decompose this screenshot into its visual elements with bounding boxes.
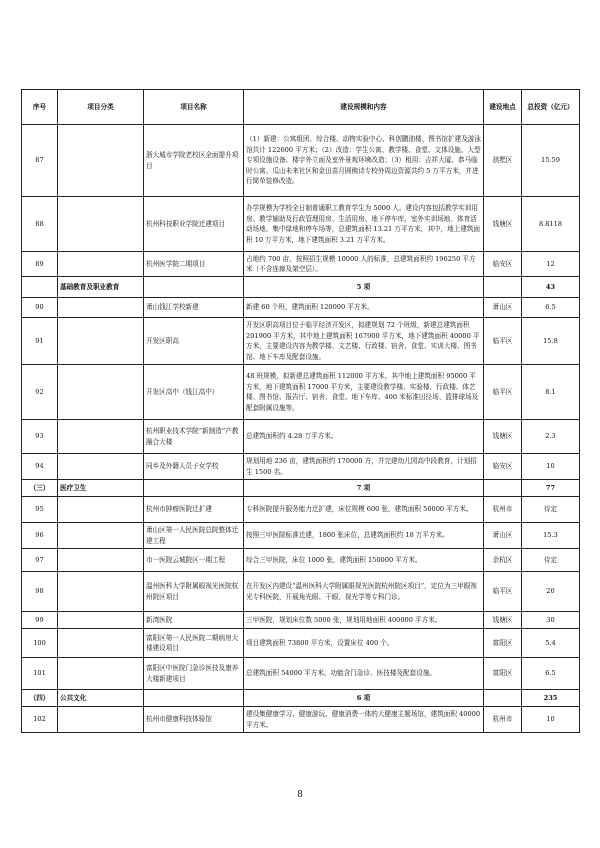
cell-investment: 235 — [522, 690, 580, 707]
cell-location — [484, 277, 522, 298]
header-investment: 总投资（亿元） — [522, 90, 580, 125]
cell-name — [144, 480, 244, 497]
cell-scale: （1）新建：公寓组团、综合楼、动物实验中心、科创鹏油楼、图书馆扩建及游泳馆共计 122600 平方米；（2）改造：学生公寓、教学楼、食堂、文体设施、大型专项设施设备、楼宇外立面及室外景观环境改造；（3）租用：吉祥大厦、恭马临时公寓、瓜山未来社区和金田苗月圆佛诗专校外周边资源共约 5 万平方米，并进行简单装修改造。 — [244, 125, 484, 197]
table-row — [22, 197, 580, 252]
cell-investment: 6.5 — [522, 298, 580, 318]
cell-name — [144, 277, 244, 298]
table-row — [22, 365, 580, 420]
header-name: 项目名称 — [144, 90, 244, 125]
cell-no: 96 — [22, 523, 58, 549]
cell-no: 91 — [22, 318, 58, 365]
cell-name: 富阳区第一人民医院二期病房大楼建设项目 — [144, 629, 244, 658]
cell-category — [58, 420, 144, 454]
cell-location: 临平区 — [484, 365, 522, 420]
cell-location: 临平区 — [484, 318, 522, 365]
cell-investment: 10 — [522, 707, 580, 733]
table-row — [22, 523, 580, 549]
cell-category — [58, 298, 144, 318]
cell-investment: 15.59 — [522, 125, 580, 197]
cell-name: 富阳区中医院门急诊医技及康养大楼新建项目 — [144, 658, 244, 690]
cell-investment: 8.8118 — [522, 197, 580, 252]
cell-category: 公共文化 — [58, 690, 144, 707]
cell-category — [58, 197, 144, 252]
cell-category — [58, 572, 144, 612]
cell-category — [58, 549, 144, 572]
cell-name: 开发区职高 — [144, 318, 244, 365]
cell-category — [58, 252, 144, 277]
cell-name: 萧山区第一人民医院总院整体迁建工程 — [144, 523, 244, 549]
cell-name: 开发区高中（钱江高中） — [144, 365, 244, 420]
cell-scale: 开发区职高项目位于临平经济开发区，拟建规划 72 个班级，新建总建筑面积 201900 平方米，其中地上建筑面积 167900 平方米，地下建筑面积 40000 平方米，主要建设内容为教学楼、文艺楼、行政楼、宿舍、食堂、实训大楼、图书馆、地下车库及配套设施。 — [244, 318, 484, 365]
cell-category — [58, 125, 144, 197]
header-no: 序号 — [22, 90, 58, 125]
cell-name: 同乡及外籍人员子女学校 — [144, 454, 244, 480]
cell-name: 杭州医学院二期项目 — [144, 252, 244, 277]
table-row — [22, 454, 580, 480]
cell-no: 88 — [22, 197, 58, 252]
table-row — [22, 629, 580, 658]
cell-scale: 综合三甲医院，床位 1000 张，建筑面积 150000 平方米。 — [244, 549, 484, 572]
cell-location: 杭州市 — [484, 497, 522, 523]
cell-investment: 6.5 — [522, 658, 580, 690]
cell-name: 萧山钱江学校新建 — [144, 298, 244, 318]
section-row — [22, 277, 580, 298]
cell-investment: 8.1 — [522, 365, 580, 420]
cell-scale: 在开发区内建设“温州医科大学附属眼视光医院杭州院区项目”，定位为三甲眼视光专科医院，开展角光眼、干眼、视光学等专科门诊。 — [244, 572, 484, 612]
cell-name: 杭州科技职业学院迁建项目 — [144, 197, 244, 252]
cell-category — [58, 365, 144, 420]
project-table — [21, 89, 580, 733]
cell-location: 富阳区 — [484, 629, 522, 658]
cell-investment: 77 — [522, 480, 580, 497]
cell-location: 钱塘区 — [484, 197, 522, 252]
cell-name — [144, 690, 244, 707]
table-row — [22, 572, 580, 612]
table-row — [22, 497, 580, 523]
cell-no: 98 — [22, 572, 58, 612]
cell-investment: 20 — [522, 572, 580, 612]
cell-no: 87 — [22, 125, 58, 197]
table-row — [22, 125, 580, 197]
cell-category — [58, 658, 144, 690]
cell-scale: 项目建筑面积 73800 平方米，设置床位 400 个。 — [244, 629, 484, 658]
header-category: 项目分类 — [58, 90, 144, 125]
table-row — [22, 658, 580, 690]
cell-investment: 30 — [522, 612, 580, 629]
cell-name: 市一医院云城院区一期工程 — [144, 549, 244, 572]
table-row — [22, 707, 580, 733]
cell-name: 浙大城市学院老校区全面提升项目 — [144, 125, 244, 197]
cell-investment: 10 — [522, 454, 580, 480]
header-scale: 建设规模和内容 — [244, 90, 484, 125]
cell-category — [58, 454, 144, 480]
cell-investment: 5.4 — [522, 629, 580, 658]
table-row — [22, 252, 580, 277]
cell-no — [22, 277, 58, 298]
cell-investment: 12 — [522, 252, 580, 277]
cell-location: 萧山区 — [484, 523, 522, 549]
cell-scale: 占地约 700 亩，按照招生规模 10000 人的标准，总建筑面积约 196250 平方米（不含连廊及架空层）。 — [244, 252, 484, 277]
cell-category — [58, 497, 144, 523]
cell-no: 101 — [22, 658, 58, 690]
cell-location: 富阳区 — [484, 658, 522, 690]
cell-name: 新湾医院 — [144, 612, 244, 629]
cell-location: 余杭区 — [484, 549, 522, 572]
cell-scale: 办学规模为学校全日制普通职工教育学生为 5000 人。建设内容包括教学实训用房、教学辅助及行政管理用房、生活用房、地下停车库，室外实训场地、体育活动场地、集中绿地和停车场等，总建筑面积 13.21 万平方米，其中，地上建筑面积 10 万平方米，地下建筑面积 3.21 万平方米。 — [244, 197, 484, 252]
header-row — [22, 90, 580, 125]
cell-scale: 5 项 — [244, 277, 484, 298]
cell-no: （三） — [22, 480, 58, 497]
cell-name: 杭州职业技术学院“新制造”产教融合大楼 — [144, 420, 244, 454]
cell-investment: 15.3 — [522, 523, 580, 549]
cell-location: 钱塘区 — [484, 420, 522, 454]
cell-scale: 7 项 — [244, 480, 484, 497]
cell-scale: 新建 60 个班，建筑面积 120000 平方米。 — [244, 298, 484, 318]
cell-scale: 专科医院提升服务能力迁扩建，床位规模 600 张，建筑面积 50000 平方米。 — [244, 497, 484, 523]
cell-location — [484, 480, 522, 497]
cell-location: 临安区 — [484, 454, 522, 480]
section-row — [22, 690, 580, 707]
cell-no: 100 — [22, 629, 58, 658]
table-row — [22, 549, 580, 572]
cell-investment: 待定 — [522, 497, 580, 523]
table-row — [22, 420, 580, 454]
cell-no: 94 — [22, 454, 58, 480]
page-number: 8 — [297, 790, 303, 800]
cell-investment: 15.8 — [522, 318, 580, 365]
table-row — [22, 612, 580, 629]
cell-investment: 待定 — [522, 549, 580, 572]
cell-scale: 总建筑面积 54000 平方米，功能含门急诊、医技楼及配套设施。 — [244, 658, 484, 690]
cell-location — [484, 690, 522, 707]
cell-category — [58, 629, 144, 658]
cell-scale: 建设集健康学习、健康游玩、健康消费一体的大健康主题场馆，建筑面积 40000 平方米。 — [244, 707, 484, 733]
cell-no: （四） — [22, 690, 58, 707]
cell-category — [58, 707, 144, 733]
cell-no: 97 — [22, 549, 58, 572]
cell-no: 99 — [22, 612, 58, 629]
cell-location: 杭州市 — [484, 707, 522, 733]
cell-scale: 48 班规模，拟新建总建筑面积 112000 平方米，其中地上建筑面积 95000 平方米，地下建筑面积 17000 平方米，主要建设教学楼、实验楼、行政楼、体艺楼、图书馆、报告厅、宿舍、食堂、地下车库、400 米标准田径场、篮排球场及配套附属设施等。 — [244, 365, 484, 420]
cell-scale: 三甲医院，规划床位数 5000 张，规划用地面积 400000 平方米。 — [244, 612, 484, 629]
cell-location: 拱墅区 — [484, 125, 522, 197]
cell-no: 102 — [22, 707, 58, 733]
cell-location: 临平区 — [484, 572, 522, 612]
cell-scale: 按照三甲医院标准迁建，1800 张床位，总建筑面积约 18 万平方米。 — [244, 523, 484, 549]
section-row — [22, 480, 580, 497]
cell-category — [58, 318, 144, 365]
cell-no: 90 — [22, 298, 58, 318]
cell-name: 杭州市肿瘤医院迁扩建 — [144, 497, 244, 523]
cell-category: 基础教育及职业教育 — [58, 277, 144, 298]
cell-category: 医疗卫生 — [58, 480, 144, 497]
cell-no: 92 — [22, 365, 58, 420]
table-row — [22, 318, 580, 365]
cell-location: 临安区 — [484, 252, 522, 277]
cell-no: 89 — [22, 252, 58, 277]
cell-investment: 2.3 — [522, 420, 580, 454]
cell-category — [58, 523, 144, 549]
header-location: 建设地点 — [484, 90, 522, 125]
cell-category — [58, 612, 144, 629]
cell-location: 萧山区 — [484, 298, 522, 318]
cell-location: 钱塘区 — [484, 612, 522, 629]
cell-investment: 43 — [522, 277, 580, 298]
cell-no: 93 — [22, 420, 58, 454]
cell-scale: 总建筑面积约 4.28 万平方米。 — [244, 420, 484, 454]
cell-scale: 规划用地 236 亩，建筑面积约 170000 方，并完建幼儿园高中段教育，计划招生 1500 名。 — [244, 454, 484, 480]
cell-scale: 6 项 — [244, 690, 484, 707]
table-row — [22, 298, 580, 318]
cell-name: 温州医科大学附属眼视光医院杭州院区项目 — [144, 572, 244, 612]
cell-no: 95 — [22, 497, 58, 523]
cell-name: 杭州市健康科技体验馆 — [144, 707, 244, 733]
